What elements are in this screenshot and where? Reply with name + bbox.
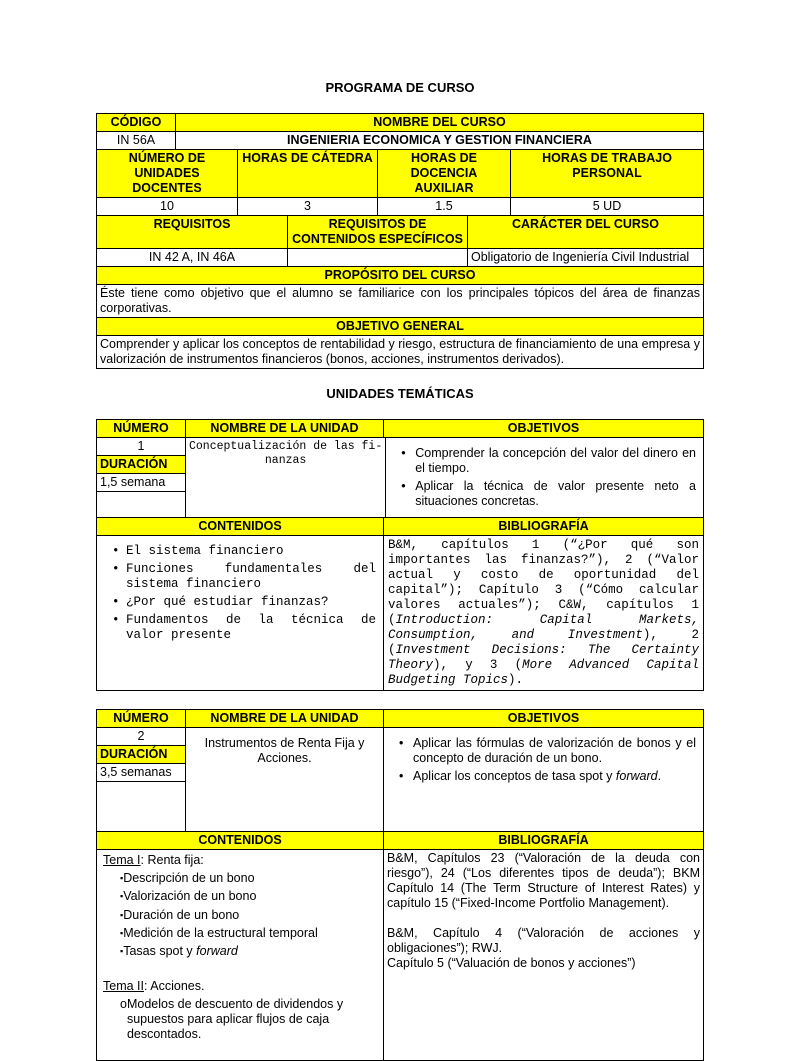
objetivo-general-text: Comprender y aplicar los conceptos de rentabilidad y riesgo, estructura de financiamiento de una empresa y valorización de instrumentos financieros (bonos, acciones, instrumentos derivados). [100, 336, 700, 366]
nombre-curso-value: INGENIERIA ECONOMICA Y GESTION FINANCIERA [175, 132, 703, 149]
unit2-numero: 2 [137, 729, 145, 744]
list-item [100, 944, 380, 959]
table-row [97, 248, 703, 266]
table-row [97, 335, 703, 368]
table-row [97, 420, 703, 437]
unit1-body-row [97, 437, 703, 517]
unit1-contenidos-cell [97, 536, 383, 690]
tema2-heading: Tema II: Acciones. [103, 978, 205, 993]
list-item [100, 889, 380, 904]
numero-header: NÚMERO [97, 710, 185, 727]
table-row [97, 266, 703, 284]
unidades-docentes-value: 10 [160, 198, 174, 213]
bullet-icon: • [399, 769, 404, 784]
unit2-bibliografia [383, 850, 703, 1059]
contenido-text: ¿Por qué estudiar finanzas? [126, 595, 329, 610]
units-section-title: UNIDADES TEMÁTICAS [326, 385, 474, 401]
table-row [97, 284, 703, 317]
unit1-nombre [185, 438, 385, 517]
unit1-duracion-value: 1,5 semana [97, 473, 185, 491]
unit1-objetivos-cell [385, 438, 703, 517]
contenido-text: Medición de la estructural temporal [123, 926, 318, 941]
square-bullet-icon: ▪ [120, 946, 124, 957]
table-row [97, 197, 703, 215]
caracter-curso-value: Obligatorio de Ingeniería Civil Industrial [467, 249, 703, 266]
empty-cell [97, 491, 185, 517]
unit2-objetivos-list [387, 729, 700, 791]
bibliografia-paragraph: B&M, Capítulo 4 (“Valoración de acciones y obligaciones”); RWJ. [387, 926, 700, 956]
bullet-icon: • [399, 736, 404, 751]
codigo-label: CÓDIGO [97, 114, 175, 131]
list-item [100, 908, 380, 923]
objetivo-text: Aplicar los conceptos de tasa spot y forward. [413, 769, 662, 784]
table-row [97, 710, 703, 727]
bibliografia-header: BIBLIOGRAFÍA [383, 518, 703, 535]
requisitos-especificos-label: REQUISITOS DE CONTENIDOS ESPECÍFICOS [287, 216, 467, 248]
proposito-text: Éste tiene como objetivo que el alumno se familiarice con los principales tópicos del área de finanzas corporativas. [100, 285, 700, 315]
unit2-body-row [97, 727, 703, 831]
objetivo-text: Comprender la concepción del valor del dinero en el tiempo. [415, 446, 696, 476]
table-row [97, 149, 703, 197]
duracion-label: DURACIÓN [97, 745, 185, 763]
codigo-value: IN 56A [116, 132, 156, 147]
list-item [389, 479, 696, 509]
spacer [387, 911, 700, 926]
unit2-nombre: Instrumentos de Renta Fija y Acciones. [185, 728, 383, 831]
horas-catedra-header: HORAS DE CÁTEDRA [237, 150, 377, 197]
requisitos-especificos-value [287, 249, 467, 266]
bibliografia-paragraph: B&M, Capítulos 23 (“Valoración de la deuda con riesgo”), 24 (“Los diferentes tipos de deuda”); BKM Capítulo 14 (The Term Structure of Interest Rates) y capítulo 15 (“Fixed-Income Portfolio Management). [387, 851, 700, 911]
bullet-icon: • [112, 544, 120, 559]
horas-docencia-header: HORAS DE DOCENCIA AUXILIAR [377, 150, 510, 197]
list-item [387, 769, 696, 784]
nombre-unidad-header: NOMBRE DE LA UNIDAD [185, 420, 383, 437]
unit2-objetivos-cell [383, 728, 703, 831]
unit1-bibliografia: B&M, capítulos 1 (“¿Por qué son importantes las finanzas?”), 2 (“Valor actual y costo de oportunidad del capital”); Capítulo 3 (“Cómo calcular valores actuales”); C&W, capítulos 1 (Introduction: Capital Markets, Consumption, and Investment), 2 (Investment Decisions: The Certainty Theory), y 3 (More Advanced Capital Budgeting Topics). [383, 536, 703, 690]
page-title: PROGRAMA DE CURSO [325, 80, 475, 95]
unidades-docentes-header: NÚMERO DE UNIDADES DOCENTES [97, 150, 237, 197]
unit1-nombre-line1: Conceptualización de las fi- [189, 440, 383, 454]
bullet-icon: • [401, 479, 406, 494]
numero-header: NÚMERO [97, 420, 185, 437]
list-item [100, 544, 376, 559]
bullet-icon: • [112, 613, 120, 628]
table-row [97, 215, 703, 248]
contenido-text: Modelos de descuento de dividendos y supuestos para aplicar flujos de caja descontados. [126, 996, 344, 1041]
contenido-text: Descripción de un bono [123, 871, 255, 886]
unit1-numero: 1 [137, 439, 145, 454]
square-bullet-icon: ▪ [120, 873, 124, 884]
contenidos-header: CONTENIDOS [97, 832, 383, 849]
objetivos-header: OBJETIVOS [383, 420, 703, 437]
spacer [100, 1045, 380, 1059]
horas-trabajo-header: HORAS DE TRABAJO PERSONAL [510, 150, 703, 197]
horas-catedra-value: 3 [237, 198, 377, 215]
square-bullet-icon: ▪ [120, 891, 124, 902]
unit1-contenidos-list [100, 537, 380, 650]
bullet-icon: • [401, 446, 406, 461]
duracion-label: DURACIÓN [97, 455, 185, 473]
bibliografia-paragraph: Capítulo 5 (“Valuación de bonos y acciones”) [387, 956, 636, 971]
horas-trabajo-value: 5 UD [510, 198, 703, 215]
list-item [100, 926, 380, 941]
unit1-objetivos-list [389, 439, 700, 516]
list-item [100, 613, 376, 643]
objetivo-general-label: OBJETIVO GENERAL [97, 318, 703, 335]
course-info-table [96, 113, 704, 369]
contenidos-header: CONTENIDOS [97, 518, 383, 535]
nombre-unidad-header: NOMBRE DE LA UNIDAD [185, 710, 383, 727]
list-item [100, 562, 376, 592]
empty-cell [97, 781, 185, 831]
tema1-list [100, 871, 380, 959]
objetivo-text: Aplicar la técnica de valor presente neto a situaciones concretas. [415, 479, 696, 509]
list-item [100, 595, 376, 610]
caracter-curso-label: CARÁCTER DEL CURSO [467, 216, 703, 248]
square-bullet-icon: ▪ [120, 909, 124, 920]
document-page [96, 0, 704, 1061]
table-row [97, 517, 703, 535]
horas-docencia-value: 1.5 [377, 198, 510, 215]
nombre-curso-label: NOMBRE DEL CURSO [175, 114, 703, 131]
table-row [97, 114, 703, 131]
unit2-contenidos-cell [97, 850, 383, 1059]
circle-bullet-icon: o [120, 996, 127, 1011]
list-item [387, 736, 696, 766]
square-bullet-icon: ▪ [120, 928, 124, 939]
unit1-left-column [97, 438, 185, 517]
table-row [97, 535, 703, 690]
contenido-text: Valorización de un bono [123, 889, 257, 904]
bullet-icon: • [112, 562, 120, 577]
contenido-text: Duración de un bono [123, 907, 240, 922]
unit2-table [96, 709, 704, 1060]
contenido-text: Fundamentos de la técnica de valor presente [126, 613, 376, 643]
requisitos-value: IN 42 A, IN 46A [148, 249, 236, 264]
requisitos-label: REQUISITOS [97, 216, 287, 248]
table-row [97, 831, 703, 849]
list-item [389, 446, 696, 476]
table-row [97, 131, 703, 149]
tema1-heading: Tema I: Renta fija: [103, 853, 204, 868]
table-row [97, 849, 703, 1059]
unit1-nombre-line2: nanzas [264, 453, 307, 467]
spacer [96, 691, 704, 709]
proposito-label: PROPÓSITO DEL CURSO [97, 267, 703, 284]
contenido-text: Tasas spot y forward [123, 944, 238, 959]
table-row [97, 317, 703, 335]
objetivo-text: Aplicar las fórmulas de valorización de bonos y el concepto de duración de un bono. [413, 736, 696, 766]
spacer [100, 963, 380, 977]
contenido-text: El sistema financiero [126, 544, 284, 559]
unit2-duracion-value: 3,5 semanas [97, 763, 185, 781]
objetivos-header: OBJETIVOS [383, 710, 703, 727]
bullet-icon: • [112, 595, 120, 610]
list-item [100, 871, 380, 886]
contenido-text: Funciones fundamentales del sistema financiero [126, 562, 376, 592]
unit1-table [96, 419, 704, 691]
bibliografia-header: BIBLIOGRAFÍA [383, 832, 703, 849]
unit2-left-column [97, 728, 185, 831]
